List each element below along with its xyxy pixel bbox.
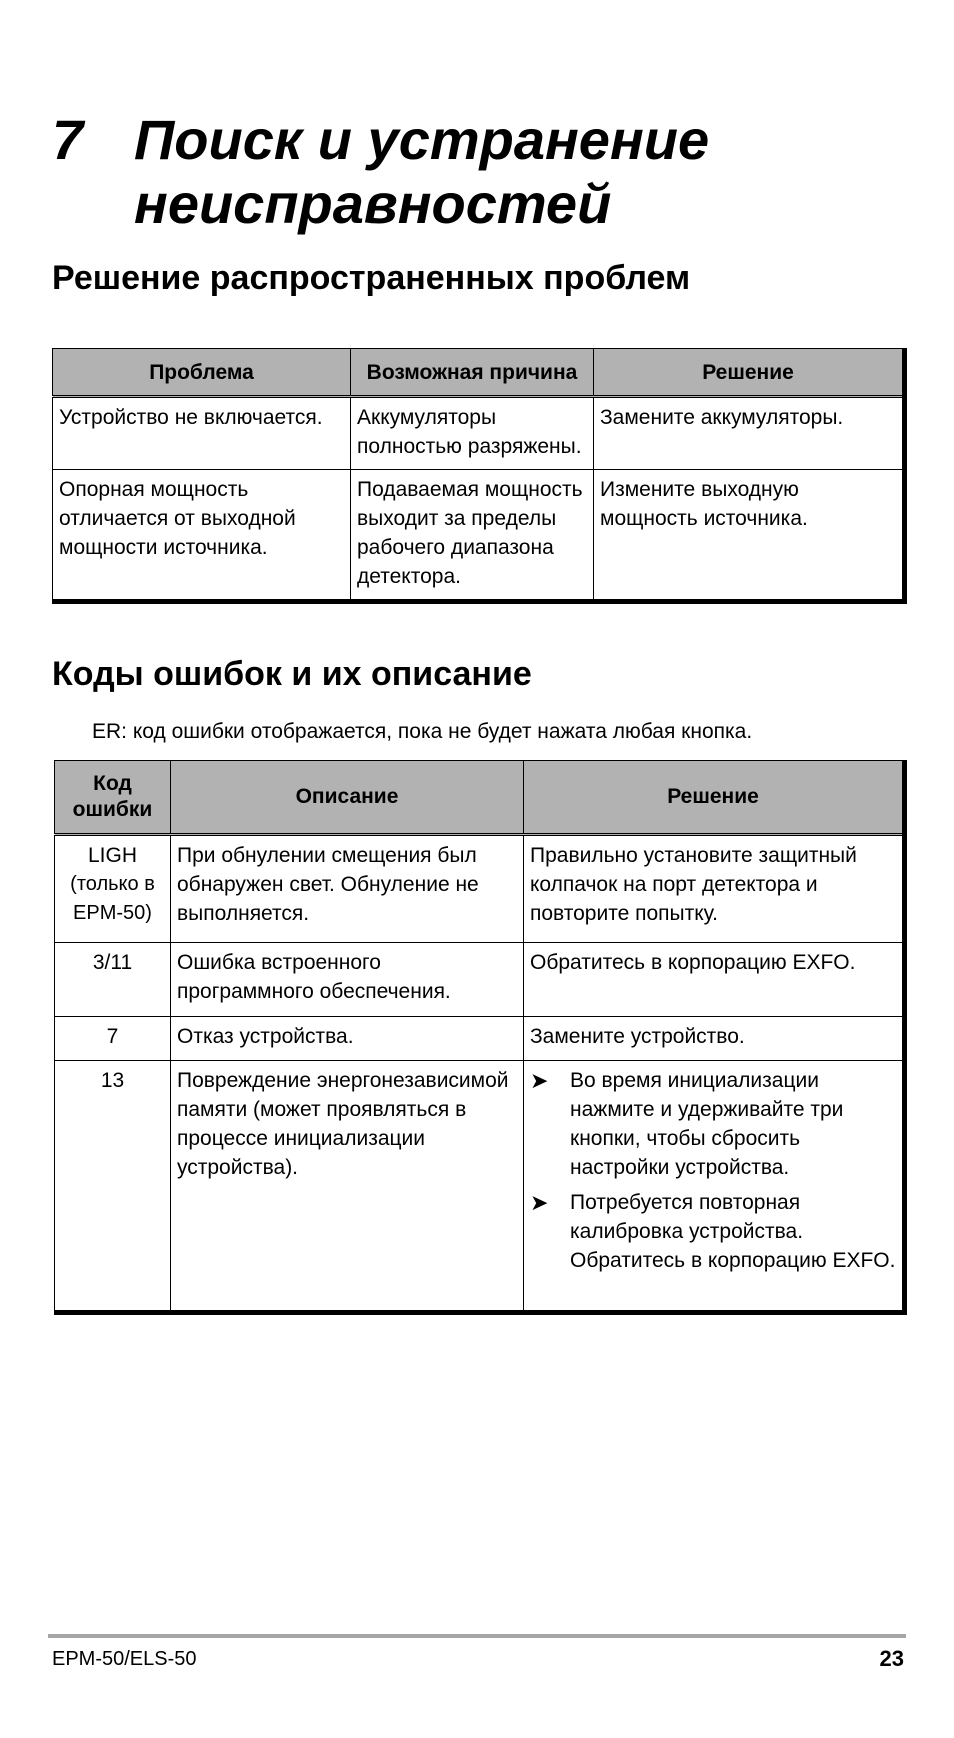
chapter-title-text bbox=[134, 108, 834, 236]
cell-description: Отказ устройства. bbox=[171, 1017, 524, 1061]
cell-description: Повреждение энергонезависимой памяти (может проявляться в процессе инициализации устройства). bbox=[171, 1061, 524, 1313]
footer-product-name: EPM-50/ELS-50 bbox=[52, 1648, 197, 1670]
cell-solution: Замените аккумуляторы. bbox=[594, 397, 905, 470]
chapter-title-line: неисправностей bbox=[134, 172, 612, 235]
table-row bbox=[53, 397, 905, 470]
table-row bbox=[55, 835, 905, 943]
footer-page-number: 23 bbox=[879, 1646, 904, 1671]
cell-description: При обнулении смещения был обнаружен свет. Обнуление не выполняется. bbox=[171, 835, 524, 943]
cell-problem: Устройство не включается. bbox=[53, 397, 351, 470]
cell-code: 3/11 bbox=[55, 943, 171, 1017]
chapter-number: 7 bbox=[52, 108, 84, 171]
arrow-bullet-icon: ➤ bbox=[530, 1190, 549, 1215]
solution-steps-list bbox=[530, 1066, 896, 1275]
table-header-row bbox=[53, 349, 905, 397]
chapter-title-line: Поиск и устранение bbox=[134, 108, 710, 171]
solution-step-text: Во время инициализации нажмите и удерживайте три кнопки, чтобы сбросить настройки устройства. bbox=[570, 1069, 844, 1179]
column-header-solution: Решение bbox=[594, 349, 905, 397]
cell-solution: Правильно установите защитный колпачок на порт детектора и повторите попытку. bbox=[524, 835, 905, 943]
error-codes-intro: ER: код ошибки отображается, пока не будет нажата любая кнопка. bbox=[92, 720, 753, 743]
arrow-bullet-icon: ➤ bbox=[530, 1068, 549, 1093]
solution-step-text: Потребуется повторная калибровка устройства. Обратитесь в корпорацию EXFO. bbox=[570, 1191, 896, 1272]
column-header-problem: Проблема bbox=[53, 349, 351, 397]
column-header-code-line: Код bbox=[93, 772, 132, 795]
column-header-cause: Возможная причина bbox=[351, 349, 594, 397]
column-header-solution: Решение bbox=[524, 761, 905, 835]
cell-cause: Аккумуляторы полностью разряжены. bbox=[351, 397, 594, 470]
column-header-code bbox=[55, 761, 171, 835]
column-header-code-line: ошибки bbox=[72, 798, 153, 821]
cell-solution: Измените выходную мощность источника. bbox=[594, 470, 905, 602]
cell-description: Ошибка встроенного программного обеспечения. bbox=[171, 943, 524, 1017]
error-code-note: (только в EPM-50) bbox=[70, 873, 155, 924]
error-codes-table bbox=[54, 760, 907, 1315]
cell-solution: Обратитесь в корпорацию EXFO. bbox=[524, 943, 905, 1017]
cell-code: 7 bbox=[55, 1017, 171, 1061]
cell-cause: Подаваемая мощность выходит за пределы рабочего диапазона детектора. bbox=[351, 470, 594, 602]
table-header-row bbox=[55, 761, 905, 835]
error-code: LIGH bbox=[87, 844, 137, 867]
cell-solution: Замените устройство. bbox=[524, 1017, 905, 1061]
cell-problem: Опорная мощность отличается от выходной мощности источника. bbox=[53, 470, 351, 602]
table-row bbox=[55, 1017, 905, 1061]
section-heading-error-codes: Коды ошибок и их описание bbox=[52, 655, 532, 693]
cell-solution bbox=[524, 1061, 905, 1313]
table-row bbox=[53, 470, 905, 602]
table-row bbox=[55, 1061, 905, 1313]
list-item bbox=[530, 1188, 896, 1275]
list-item bbox=[530, 1066, 896, 1182]
table-row bbox=[55, 943, 905, 1017]
footer-divider bbox=[48, 1634, 906, 1638]
cell-code: 13 bbox=[55, 1061, 171, 1313]
common-problems-table bbox=[52, 348, 907, 604]
cell-code bbox=[55, 835, 171, 943]
column-header-description: Описание bbox=[171, 761, 524, 835]
section-heading-common-problems: Решение распространенных проблем bbox=[52, 259, 691, 297]
